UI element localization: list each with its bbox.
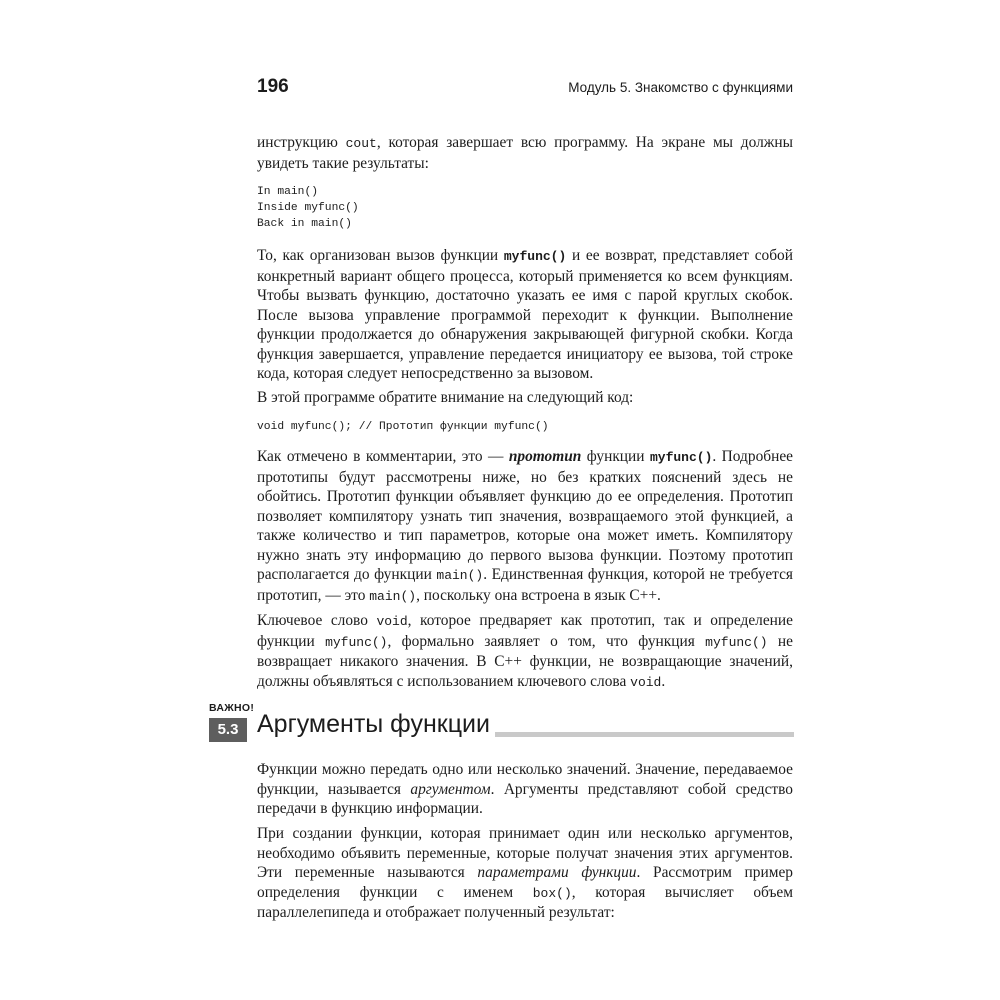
inline-code: void xyxy=(376,614,408,629)
emphasis: аргументом xyxy=(410,780,491,798)
inline-code: myfunc() xyxy=(649,450,713,465)
running-head: Модуль 5. Знакомство с функциями xyxy=(568,80,793,95)
section-title: Аргументы функции xyxy=(257,710,490,738)
inline-code: cout xyxy=(345,136,377,151)
prototype-listing xyxy=(257,419,793,435)
inline-code: myfunc() xyxy=(705,634,768,650)
paragraph-4: Как отмечено в комментарии, это — прототип функции myfunc(). Подробнее прототипы будут рассмотрены ниже, но без кратких пояснений здесь не обойтись. Прототип функции объявляет функцию до ее определения. Прототип позволяет компилятору узнать тип значения, возвращаемого этой функцией, а также количество и тип параметров, которые она может иметь. Компилятору нужно знать эту информацию до первого вызова функции. Поэтому прототип располагается до функции main(). Единственная функция, которой не требуется прототип, — это main(), поскольку она встроена в язык C++. xyxy=(257,448,793,604)
inline-code: void xyxy=(630,674,662,690)
inline-code: main() xyxy=(369,588,417,604)
page-number: 196 xyxy=(257,76,289,97)
code-line: void myfunc(); // Прототип функции myfunc() xyxy=(257,421,549,433)
output-listing xyxy=(257,184,793,232)
paragraph-1: инструкцию cout, которая завершает всю программу. На экране мы должны увидеть такие результаты: xyxy=(257,134,793,172)
inline-code: myfunc() xyxy=(503,249,567,264)
inline-code: box() xyxy=(532,885,572,901)
page-header xyxy=(257,76,793,102)
paragraph-3: В этой программе обратите внимание на следующий код: xyxy=(257,389,634,406)
paragraph-2: То, как организован вызов функции myfunc() и ее возврат, представляет собой конкретный вариант общего процесса, который применяется ко всем функциям. Чтобы вызвать функцию, достаточно указать ее имя с парой круглых скобок. После вызова управление программой переходит к функции. Выполнение функции продолжается до обнаружения закрывающей фигурной скобки. Когда функция завершается, управление передается инициатору ее вызова, той строке кода, которая следует непосредственно за вызовом. xyxy=(257,247,793,382)
inline-code: myfunc() xyxy=(325,634,388,650)
paragraph-5: Ключевое слово void, которое предваряет как прототип, так и определение функции myfunc(), формально заявляет о том, что функция myfunc() не возвращает никакого значения. В C++ функции, не возвращающие значений, должны объявляться с использованием ключевого слова void. xyxy=(257,612,794,690)
inline-code: main() xyxy=(436,568,484,583)
paragraph-6: Функции можно передать одно или несколько значений. Значение, передаваемое функции, называется аргументом. Аргументы представляют собой средство передачи в функцию информации. xyxy=(257,761,793,817)
paragraph-7: При создании функции, которая принимает один или несколько аргументов, необходимо объявить переменные, которые получат значения этих аргументов. Эти переменные называются параметрами функции. Рассмотрим пример определения функции с именем box(), которая вычисляет объем параллелепипеда и отображает полученный результат: xyxy=(257,825,793,921)
emphasis: прототип xyxy=(508,448,582,465)
emphasis: параметрами функции xyxy=(477,864,637,881)
section-heading xyxy=(209,702,794,746)
code-block: In main() Inside myfunc() Back in main() xyxy=(257,186,359,230)
important-label: ВАЖНО! xyxy=(209,702,255,714)
section-number: 5.3 xyxy=(209,718,247,742)
heading-rule xyxy=(495,732,794,737)
